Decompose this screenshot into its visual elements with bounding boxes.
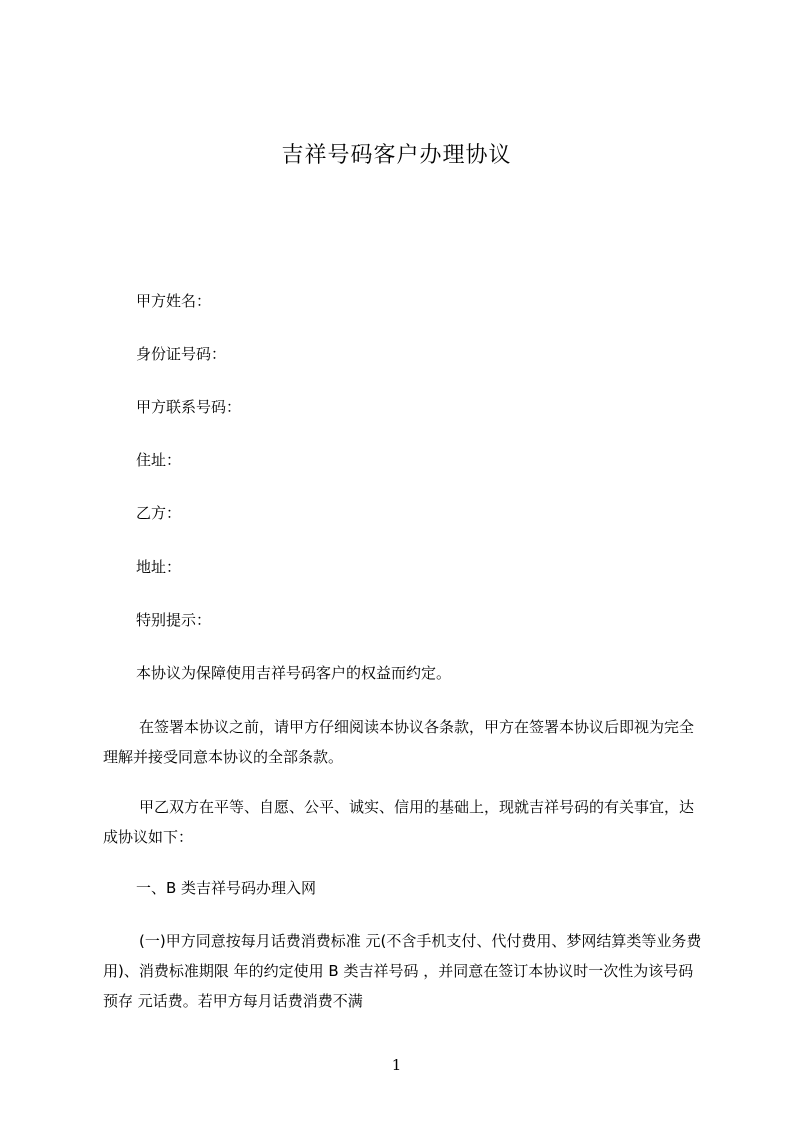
purpose-paragraph: 本协议为保障使用吉祥号码客户的权益而约定。 [136, 664, 452, 682]
clause-one-paragraph: (一)甲方同意按每月话费消费标准 元(不含手机支付、代付费用、梦网结算类等业务费用)、消费标准期限 年的约定使用 B 类吉祥号码 ，并同意在签订本协议时一次性为该号码预存 元话费。若甲方每月话费消费不满 [103, 932, 702, 1010]
party-a-phone-label: 甲方联系号码： [136, 398, 242, 416]
document-title: 吉祥号码客户办理协议 [281, 143, 512, 168]
special-notice-label: 特别提示： [136, 611, 212, 629]
agreement-basis-paragraph: 甲乙双方在平等、自愿、公平、诚实、信用的基础上，现就吉祥号码的有关事宜，达成协议如下： [103, 798, 695, 846]
section-one-heading: 一、B 类吉祥号码办理入网 [136, 879, 317, 897]
party-b-label: 乙方： [136, 504, 182, 522]
party-b-address-label: 地址： [136, 558, 182, 576]
reading-notice-paragraph: 在签署本协议之前，请甲方仔细阅读本协议各条款，甲方在签署本协议后即视为完全理解并接受同意本协议的全部条款。 [103, 718, 695, 766]
id-number-label: 身份证号码： [136, 345, 227, 363]
address-label: 住址： [136, 451, 182, 469]
page-number: 1 [391, 1056, 402, 1074]
party-a-name-label: 甲方姓名： [136, 292, 212, 310]
